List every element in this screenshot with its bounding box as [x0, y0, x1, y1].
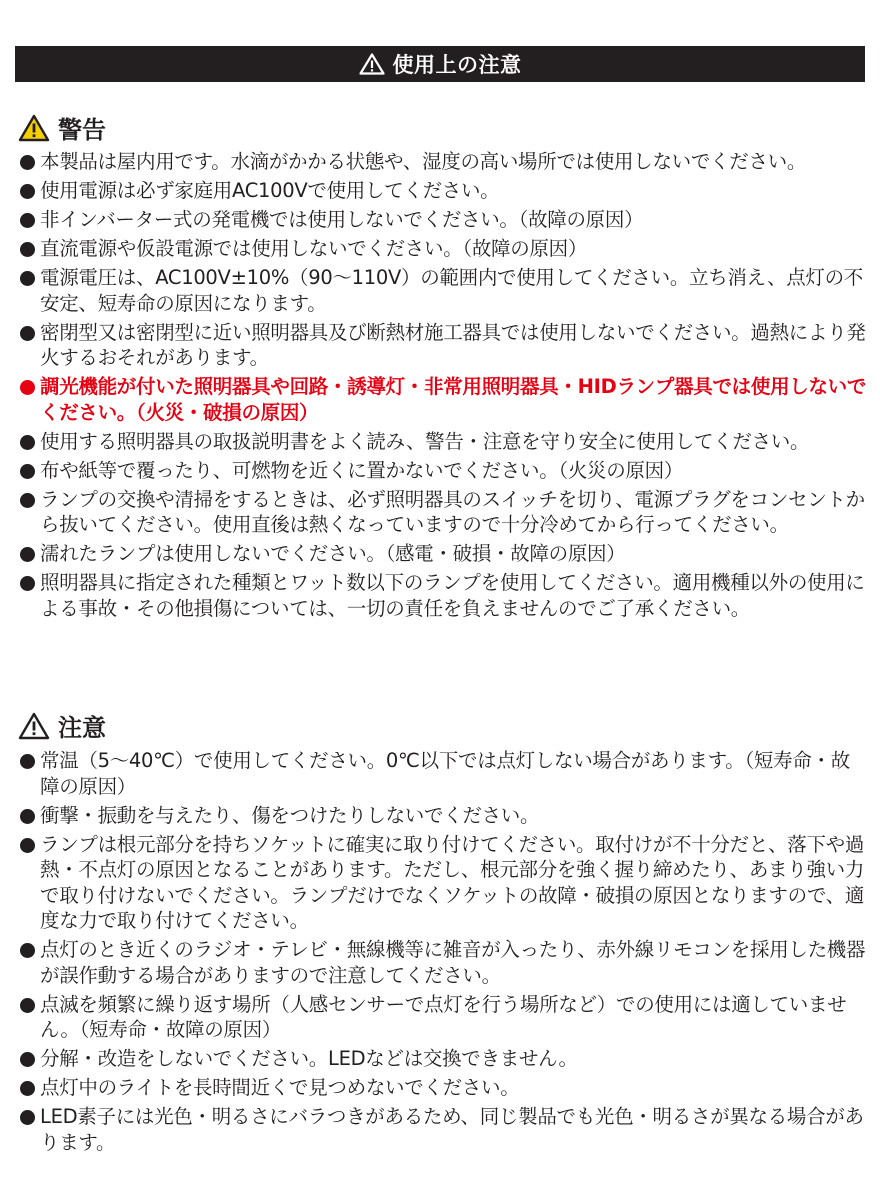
caution-heading: [18, 708, 106, 743]
warning-triangle-outline-icon: [18, 712, 50, 740]
bullet-icon: [20, 380, 35, 395]
caution-list-item: [20, 992, 868, 1043]
warning-item-text: 濡れたランプは使用しないでください。（感電・破損・故障の原因）: [40, 542, 626, 565]
bullet-icon: [20, 998, 35, 1013]
page-title: 使用上の注意: [392, 53, 522, 77]
warning-triangle-yellow-icon: [18, 114, 50, 142]
warning-list-item: [20, 541, 868, 567]
warning-item-text: 直流電源や仮設電源では使用しないでください。（故障の原因）: [40, 237, 588, 260]
caution-list: [20, 748, 868, 1159]
warning-item-text: 使用する照明器具の取扱説明書をよく読み、警告・注意を守り安全に使用してください。: [40, 429, 810, 453]
bullet-icon: [20, 547, 35, 562]
caution-list-item: [20, 748, 868, 799]
warning-list: [20, 149, 868, 625]
warning-list-item: [20, 178, 868, 204]
bullet-icon: [20, 213, 35, 228]
bullet-icon: [20, 838, 35, 853]
caution-item-text: 常温（5～40℃）で使用してください。0℃以下では点灯しない場合があります。（短寿命・故障の原因）: [40, 749, 850, 798]
bullet-icon: [20, 809, 35, 824]
bullet-icon: [20, 184, 35, 199]
bullet-icon: [20, 493, 35, 508]
header-bar: [15, 46, 865, 82]
warning-list-item: [20, 207, 868, 233]
caution-list-item: [20, 937, 868, 988]
warning-item-text: 布や紙等で覆ったり、可燃物を近くに置かないでください。（火災の原因）: [40, 458, 684, 482]
bullet-icon: [20, 1110, 35, 1125]
warning-list-item: [20, 320, 868, 371]
warning-triangle-icon: [359, 53, 385, 75]
warning-item-text: 電源電圧は、AC100V±10%（90～110V）の範囲内で使用してください。立ち消え、点灯の不安定、短寿命の原因になります。: [40, 266, 863, 315]
warning-item-text: 使用電源は必ず家庭用AC100Vで使用してください。: [40, 179, 500, 202]
warning-list-item: [20, 374, 868, 425]
warning-item-text: ランプの交換や清掃をするときは、必ず照明器具のスイッチを切り、電源プラグをコンセントから抜いてください。使用直後は熱くなっていますので十分冷めてから行ってください。: [40, 487, 865, 536]
bullet-icon: [20, 271, 35, 286]
bullet-icon: [20, 435, 35, 450]
caution-item-text: 衝撃・振動を与えたり、傷をつけたりしないでください。: [40, 803, 540, 827]
warning-list-item: [20, 265, 868, 316]
caution-item-text: 点灯のとき近くのラジオ・テレビ・無線機等に雑音が入ったり、赤外線リモコンを採用した機器が誤作動する場合がありますので注意してください。: [40, 938, 866, 987]
warning-heading: [18, 110, 106, 145]
caution-list-item: [20, 1046, 868, 1072]
caution-item-text: ランプは根元部分を持ちソケットに確実に取り付けてください。取付けが不十分だと、落下や過熱・不点灯の原因となることがあります。ただし、根元部分を強く握り締めたり、あまり強い力で取り付けないでください。ランプだけでなくソケットの故障・破損の原因となりますので、適度な力で取り付けてください。: [40, 832, 865, 932]
warning-item-text: 非インバーター式の発電機では使用しないでください。（故障の原因）: [40, 208, 644, 231]
warning-list-item: [20, 570, 868, 621]
caution-list-item: [20, 1075, 868, 1101]
bullet-icon: [20, 943, 35, 958]
bullet-icon: [20, 1081, 35, 1096]
warning-item-text: 調光機能が付いた照明器具や回路・誘導灯・非常用照明器具・HIDランプ器具では使用しないでください。（火災・破損の原因）: [40, 375, 867, 424]
warning-list-item: [20, 236, 868, 262]
warning-list-item: [20, 149, 868, 175]
bullet-icon: [20, 326, 35, 341]
caution-item-text: LED素子には光色・明るさにバラつきがあるため、同じ製品でも光色・明るさが異なる場合があります。: [40, 1105, 864, 1154]
warning-list-item: [20, 429, 868, 455]
bullet-icon: [20, 242, 35, 257]
warning-title: 警告: [58, 116, 106, 144]
caution-list-item: [20, 803, 868, 829]
caution-item-text: 分解・改造をしないでください。LEDなどは交換できません。: [40, 1047, 578, 1070]
bullet-icon: [20, 464, 35, 479]
warning-item-text: 本製品は屋内用です。水滴がかかる状態や、湿度の高い場所では使用しないでください。: [40, 150, 807, 173]
warning-list-item: [20, 458, 868, 484]
warning-item-text: 照明器具に指定された種類とワット数以下のランプを使用してください。適用機種以外の使用による事故・その他損傷については、一切の責任を負えませんのでご了承ください。: [40, 571, 865, 620]
caution-title: 注意: [58, 714, 106, 742]
caution-item-text: 点灯中のライトを長時間近くで見つめないでください。: [40, 1076, 520, 1099]
caution-list-item: [20, 1104, 868, 1155]
bullet-icon: [20, 576, 35, 591]
warning-item-text: 密閉型又は密閉型に近い照明器具及び断熱材施工器具では使用しないでください。過熱により発火するおそれがあります。: [40, 320, 866, 369]
warning-list-item: [20, 487, 868, 538]
bullet-icon: [20, 754, 35, 769]
caution-item-text: 点滅を頻繁に繰り返す場所（人感センサーで点灯を行う場所など）での使用には適していません。（短寿命・故障の原因）: [40, 992, 847, 1041]
bullet-icon: [20, 155, 35, 170]
caution-list-item: [20, 832, 868, 934]
bullet-icon: [20, 1052, 35, 1067]
